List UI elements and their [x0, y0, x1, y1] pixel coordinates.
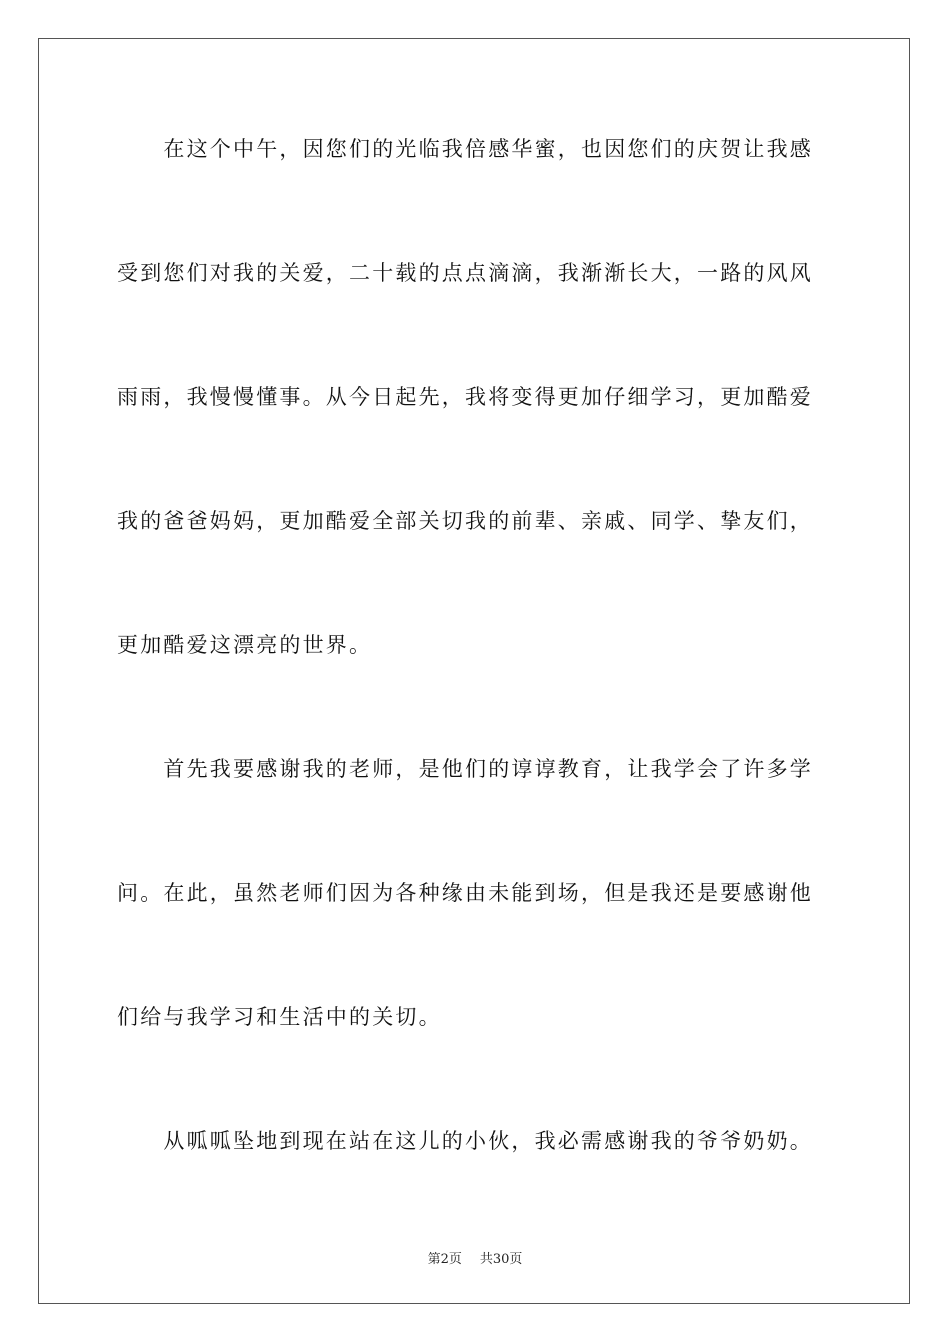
page-border	[38, 38, 910, 1304]
paragraph-line: 更加酷爱这漂亮的世界。	[117, 633, 373, 657]
paragraph-line: 受到您们对我的关爱，二十载的点点滴滴，我渐渐长大，一路的风风	[117, 261, 813, 285]
paragraph-line: 雨雨，我慢慢懂事。从今日起先，我将变得更加仔细学习，更加酷爱	[117, 385, 813, 409]
page-footer	[0, 1248, 950, 1267]
total-pages: 共30页	[479, 1252, 523, 1267]
paragraph-line: 从呱呱坠地到现在站在这儿的小伙，我必需感谢我的爷爷奶奶。	[117, 1129, 813, 1153]
paragraph-line: 我的爸爸妈妈，更加酷爱全部关切我的前辈、亲戚、同学、挚友们，	[117, 509, 813, 533]
paragraph-line: 问。在此，虽然老师们因为各种缘由未能到场，但是我还是要感谢他	[117, 881, 813, 905]
paragraph-line: 首先我要感谢我的老师，是他们的谆谆教育，让我学会了许多学	[117, 757, 813, 781]
page-number: 第2页	[427, 1252, 462, 1267]
paragraph-line: 在这个中午，因您们的光临我倍感华蜜，也因您们的庆贺让我感	[117, 137, 813, 161]
paragraph-line: 们给与我学习和生活中的关切。	[117, 1005, 442, 1029]
